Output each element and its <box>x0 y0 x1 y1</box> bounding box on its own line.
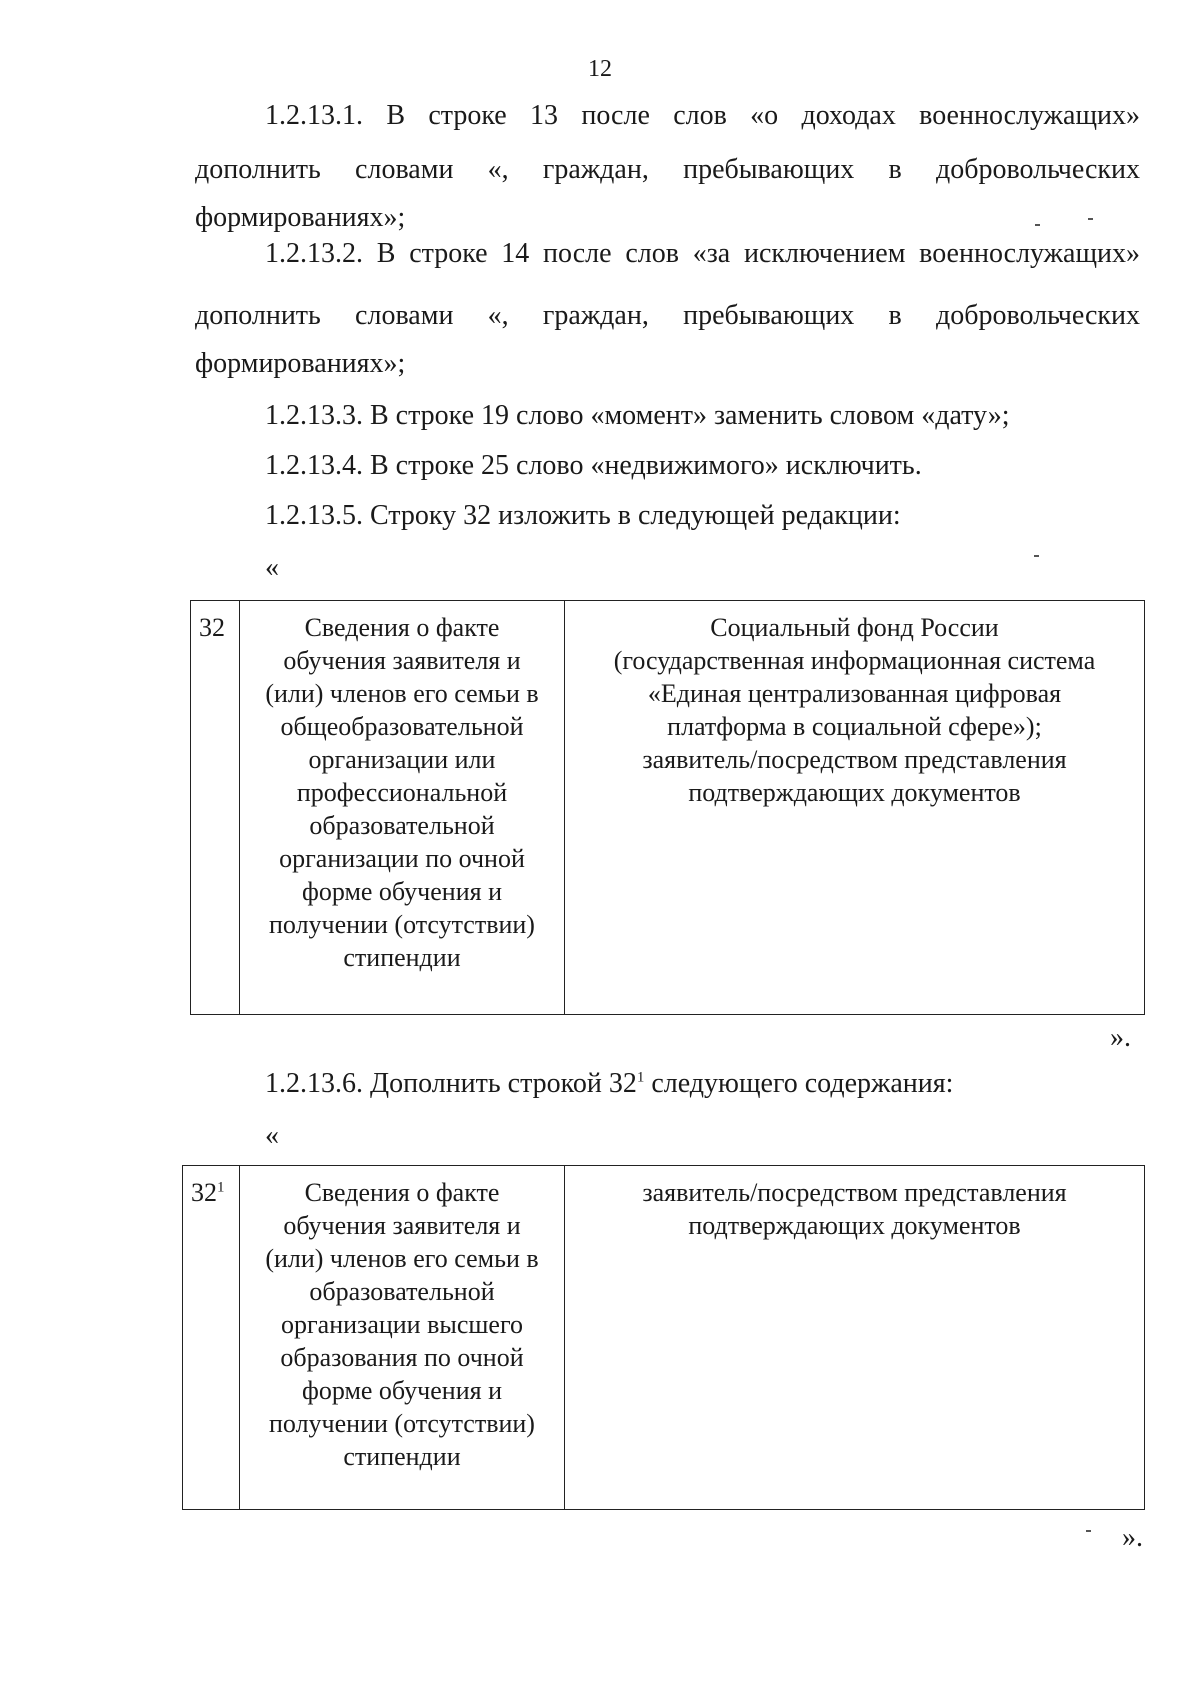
row-number-cell <box>183 1166 240 1510</box>
cell-line: заявитель/посредством представления <box>642 745 1067 774</box>
cell-line: форме обучения и <box>301 877 502 906</box>
cell-line: Социальный фонд России <box>710 613 999 642</box>
cell-line: подтверждающих документов <box>688 778 1021 807</box>
close-quote-2: ». <box>1122 1522 1143 1553</box>
cell-line: (государственная информационная система <box>613 646 1096 675</box>
cell-line: «Единая централизованная цифровая <box>647 679 1062 708</box>
cell-line: заявитель/посредством представления <box>642 1178 1067 1207</box>
item-1-2-13-1-line2: дополнить словами «, граждан, пребывающих в добровольческих <box>195 154 1140 185</box>
item6-before: 1.2.13.6. Дополнить строкой 32 <box>265 1068 637 1099</box>
row-number: 32 <box>199 613 225 642</box>
cell-line: обучения заявителя и <box>283 1211 521 1240</box>
cell-line: (или) членов его семьи в <box>265 679 539 708</box>
item-1-2-13-2-line2: дополнить словами «, граждан, пребывающих в добровольческих <box>195 300 1140 331</box>
item6-sup: 1 <box>636 1069 645 1086</box>
page-number: 12 <box>588 56 612 82</box>
cell-line: получении (отсутствии) <box>269 910 535 939</box>
cell-line: образовательной <box>309 1277 495 1306</box>
cell-line: обучения заявителя и <box>283 646 521 675</box>
cell-line: Сведения о факте <box>304 613 500 642</box>
scan-speck <box>1034 555 1039 557</box>
source-cell <box>565 601 1145 1015</box>
cell-line: профессиональной <box>296 778 508 807</box>
scan-speck <box>1088 218 1093 220</box>
source-cell <box>565 1166 1145 1510</box>
table-row <box>191 601 1145 1015</box>
close-quote-1: ». <box>1110 1022 1131 1053</box>
cell-line: платформа в социальной сфере»); <box>667 712 1042 741</box>
item-1-2-13-3: 1.2.13.3. В строке 19 слово «момент» заменить словом «дату»; <box>265 400 1010 431</box>
open-quote-1: « <box>265 552 279 583</box>
row-number-cell <box>191 601 240 1015</box>
cell-line: подтверждающих документов <box>688 1211 1021 1240</box>
cell-line: (или) членов его семьи в <box>265 1244 539 1273</box>
table-row-32-1 <box>182 1165 1145 1510</box>
cell-line: получении (отсутствии) <box>269 1409 535 1438</box>
scan-speck <box>1086 1530 1091 1532</box>
cell-line: стипендии <box>343 1442 461 1471</box>
item6-after: следующего содержания: <box>644 1068 954 1099</box>
table-row <box>183 1166 1145 1510</box>
cell-line: стипендии <box>343 943 461 972</box>
cell-line: образовательной <box>309 811 495 840</box>
scan-speck <box>1035 224 1040 226</box>
cell-line: организации высшего <box>281 1310 523 1339</box>
item-1-2-13-2-line1: 1.2.13.2. В строке 14 после слов «за исключением военнослужащих» <box>265 238 1140 269</box>
cell-line: общеобразовательной <box>280 712 524 741</box>
item-1-2-13-1-line1: 1.2.13.1. В строке 13 после слов «о доходах военнослужащих» <box>265 100 1140 131</box>
cell-line: организации по очной <box>279 844 525 873</box>
description-cell <box>240 1166 565 1510</box>
cell-line: образования по очной <box>280 1343 524 1372</box>
open-quote-2: « <box>265 1120 279 1151</box>
item-1-2-13-6 <box>265 1068 953 1100</box>
cell-line: форме обучения и <box>301 1376 502 1405</box>
item-1-2-13-2-line3: формированиях»; <box>195 348 406 379</box>
row-number: 32 <box>191 1178 217 1207</box>
item-1-2-13-1-line3: формированиях»; <box>195 202 406 233</box>
cell-line: организации или <box>308 745 496 774</box>
item-1-2-13-5: 1.2.13.5. Строку 32 изложить в следующей редакции: <box>265 500 901 531</box>
cell-line: Сведения о факте <box>304 1178 500 1207</box>
item-1-2-13-4: 1.2.13.4. В строке 25 слово «недвижимого» исключить. <box>265 450 922 481</box>
table-row-32 <box>190 600 1145 1015</box>
description-cell <box>240 601 565 1015</box>
row-number-sup: 1 <box>217 1179 225 1196</box>
